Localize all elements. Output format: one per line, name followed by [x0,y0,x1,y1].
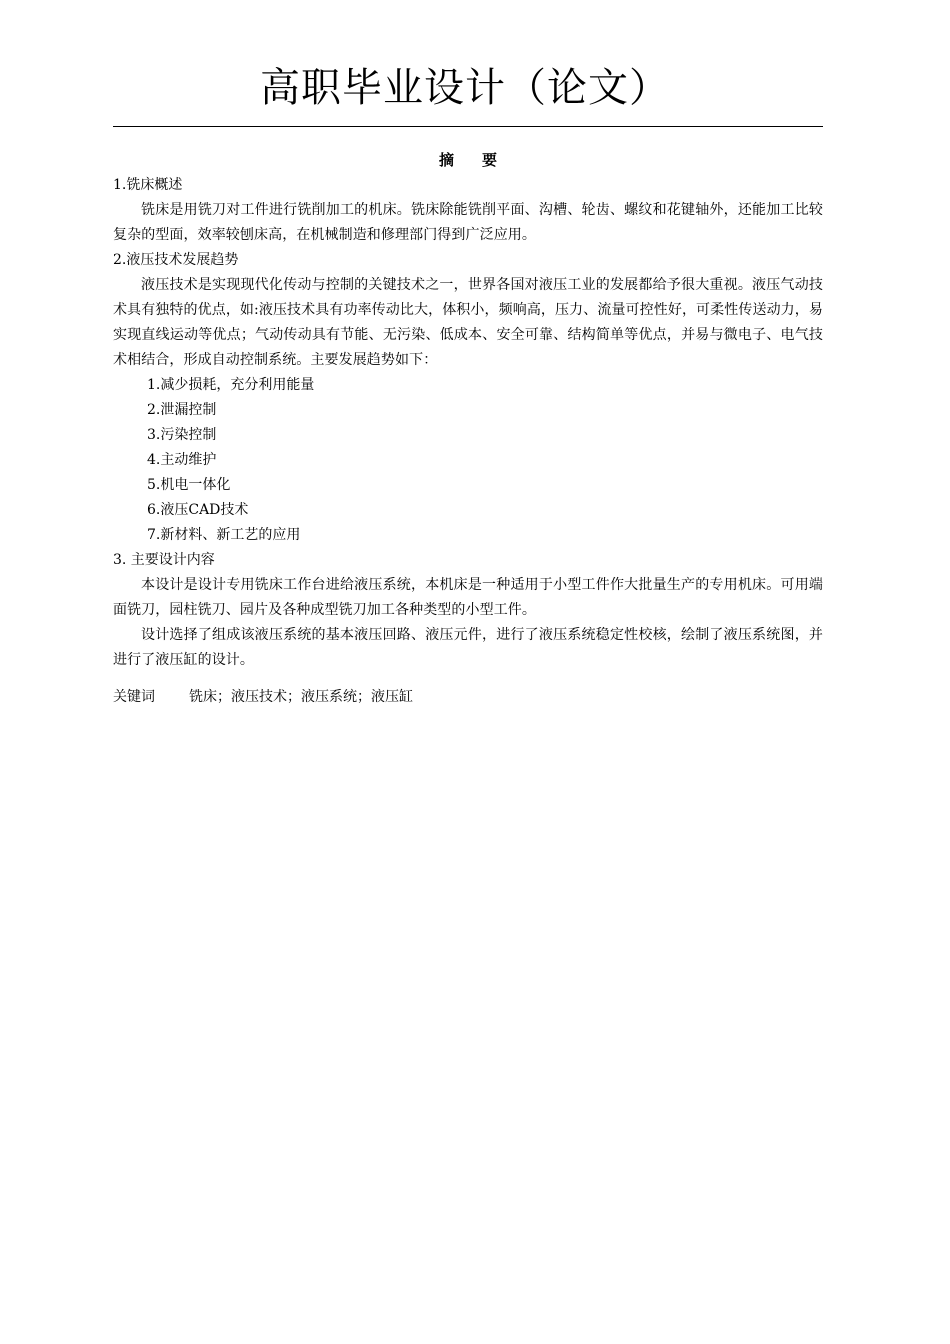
section-heading: 3. 主要设计内容 [113,552,215,568]
list-item: 6.液压CAD技术 [147,502,249,518]
list-item: 4.主动维护 [147,452,217,468]
list-item: 2.泄漏控制 [147,402,217,418]
keywords-line [113,685,823,710]
title-rule [113,126,823,127]
document-title: 高职毕业设计（论文） [260,65,670,111]
paragraph: 设计选择了组成该液压系统的基本液压回路、液压元件，进行了液压系统稳定性校核，绘制了液压系统图，并进行了液压缸的设计。 [113,627,823,668]
paragraph: 液压技术是实现现代化传动与控制的关键技术之一，世界各国对液压工业的发展都给予很大重视。液压气动技术具有独特的优点，如:液压技术具有功率传动比大，体积小，频响高，压力、流量可控性好，可柔性传送动力，易实现直线运动等优点；气动传动具有节能、无污染、低成本、安全可靠、结构简单等优点，并易与微电子、电气技术相结合，形成自动控制系统。主要发展趋势如下： [113,277,823,368]
section-heading: 2.液压技术发展趋势 [113,252,239,268]
list-item: 5.机电一体化 [147,477,231,493]
abstract-heading: 摘要 [438,151,525,169]
list-item: 1.减少损耗，充分利用能量 [147,377,315,393]
abstract-body [113,148,823,710]
paragraph: 铣床是用铣刀对工件进行铣削加工的机床。铣床除能铣削平面、沟槽、轮齿、螺纹和花键轴外，还能加工比较复杂的型面，效率较刨床高，在机械制造和修理部门得到广泛应用。 [113,202,823,243]
keywords-label: 关键词 [113,689,155,705]
keywords-value: 铣床；液压技术；液压系统；液压缸 [189,689,413,705]
section-heading: 1.铣床概述 [113,177,183,193]
paragraph: 本设计是设计专用铣床工作台进给液压系统，本机床是一种适用于小型工件作大批量生产的专用机床。可用端面铣刀，园柱铣刀、园片及各种成型铣刀加工各种类型的小型工件。 [113,577,823,618]
list-item: 3.污染控制 [147,427,217,443]
list-item: 7.新材料、新工艺的应用 [147,527,301,543]
